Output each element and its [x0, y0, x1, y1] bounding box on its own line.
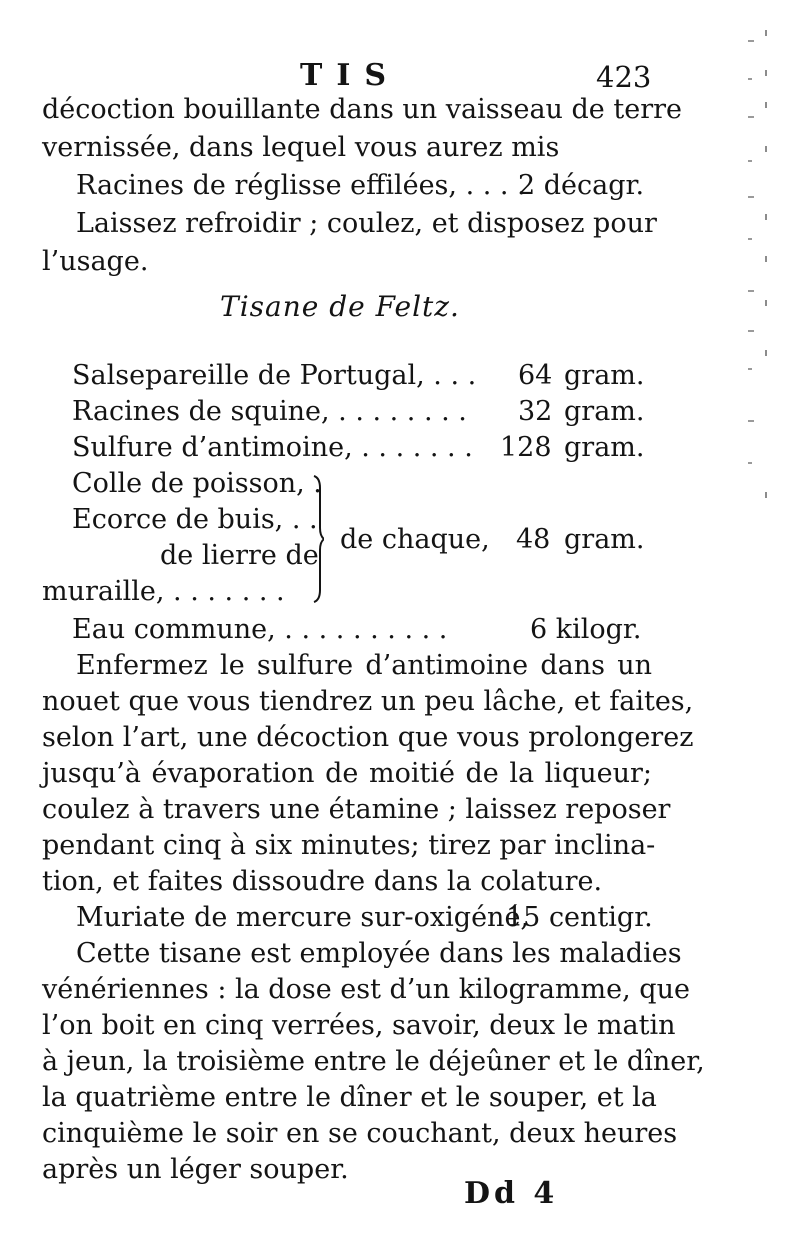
intro-line-5: l’usage.	[42, 246, 149, 277]
signature-mark: Dd 4	[464, 1176, 559, 1211]
usage-line: vénériennes : la dose est d’un kilogramme, que	[42, 974, 690, 1005]
ingredient-amount: 128	[500, 432, 552, 463]
page-number: 423	[596, 60, 652, 94]
ingredient-row: Ecorce de buis, . .	[72, 504, 318, 535]
ingredient-row: Salsepareille de Portugal, . . .	[72, 360, 477, 391]
ingredient-row: Eau commune, . . . . . . . . . .	[72, 614, 448, 645]
brace-unit: gram.	[564, 524, 645, 555]
usage-line: l’on boit en cinq verrées, savoir, deux le matin	[42, 1010, 676, 1041]
instruction-ingredient-amount: 15 centigr.	[506, 902, 653, 933]
intro-ingredient: Racines de réglisse effilées, . . . .	[76, 170, 526, 201]
brace-amount: 48	[516, 524, 551, 555]
ingredient-unit: gram.	[564, 432, 645, 463]
brace-label: de chaque,	[340, 524, 490, 555]
usage-line: cinquième le soir en se couchant, deux heures	[42, 1118, 678, 1149]
ingredient-row: de lierre de	[160, 540, 319, 571]
intro-line-4: Laissez refroidir ; coulez, et disposez pour	[76, 208, 657, 239]
usage-line: la quatrième entre le dîner et le souper, et la	[42, 1082, 657, 1113]
ingredient-row: Racines de squine, . . . . . . . .	[72, 396, 467, 427]
ingredient-row: muraille, . . . . . . .	[42, 576, 285, 607]
usage-line: à jeun, la troisième entre le déjeûner et le dîner,	[42, 1046, 705, 1077]
ingredient-amount: 64	[518, 360, 553, 391]
usage-line: après un léger souper.	[42, 1154, 349, 1185]
ingredient-row: Sulfure d’antimoine, . . . . . . .	[72, 432, 473, 463]
instruction-line: coulez à travers une étamine ; laissez reposer	[42, 794, 671, 825]
ingredient-row: Colle de poisson, .	[72, 468, 322, 499]
instruction-ingredient: Muriate de mercure sur-oxigéné,	[76, 902, 530, 933]
instruction-line: Enfermez le sulfure d’antimoine dans un	[76, 650, 652, 681]
instruction-line: jusqu’à évaporation de moitié de la liqueur;	[42, 758, 652, 789]
grouping-brace	[312, 474, 324, 604]
recipe-title: Tisane de Feltz.	[220, 290, 460, 323]
intro-line-1: décoction bouillante dans un vaisseau de terre	[42, 94, 682, 125]
running-head: TIS	[300, 58, 401, 93]
ingredient-unit: gram.	[564, 396, 645, 427]
instruction-line: tion, et faites dissoudre dans la colature.	[42, 866, 603, 897]
intro-ingredient-amount: 2 décagr.	[518, 170, 645, 201]
intro-line-2: vernissée, dans lequel vous aurez mis	[42, 132, 560, 163]
instruction-line: pendant cinq à six minutes; tirez par inclina-	[42, 830, 656, 861]
ingredient-amount: 32	[518, 396, 553, 427]
instruction-line: nouet que vous tiendrez un peu lâche, et faites,	[42, 686, 694, 717]
instruction-line: selon l’art, une décoction que vous prolongerez	[42, 722, 694, 753]
ingredient-amount: 6 kilogr.	[530, 614, 642, 645]
ingredient-unit: gram.	[564, 360, 645, 391]
usage-line: Cette tisane est employée dans les maladies	[76, 938, 682, 969]
